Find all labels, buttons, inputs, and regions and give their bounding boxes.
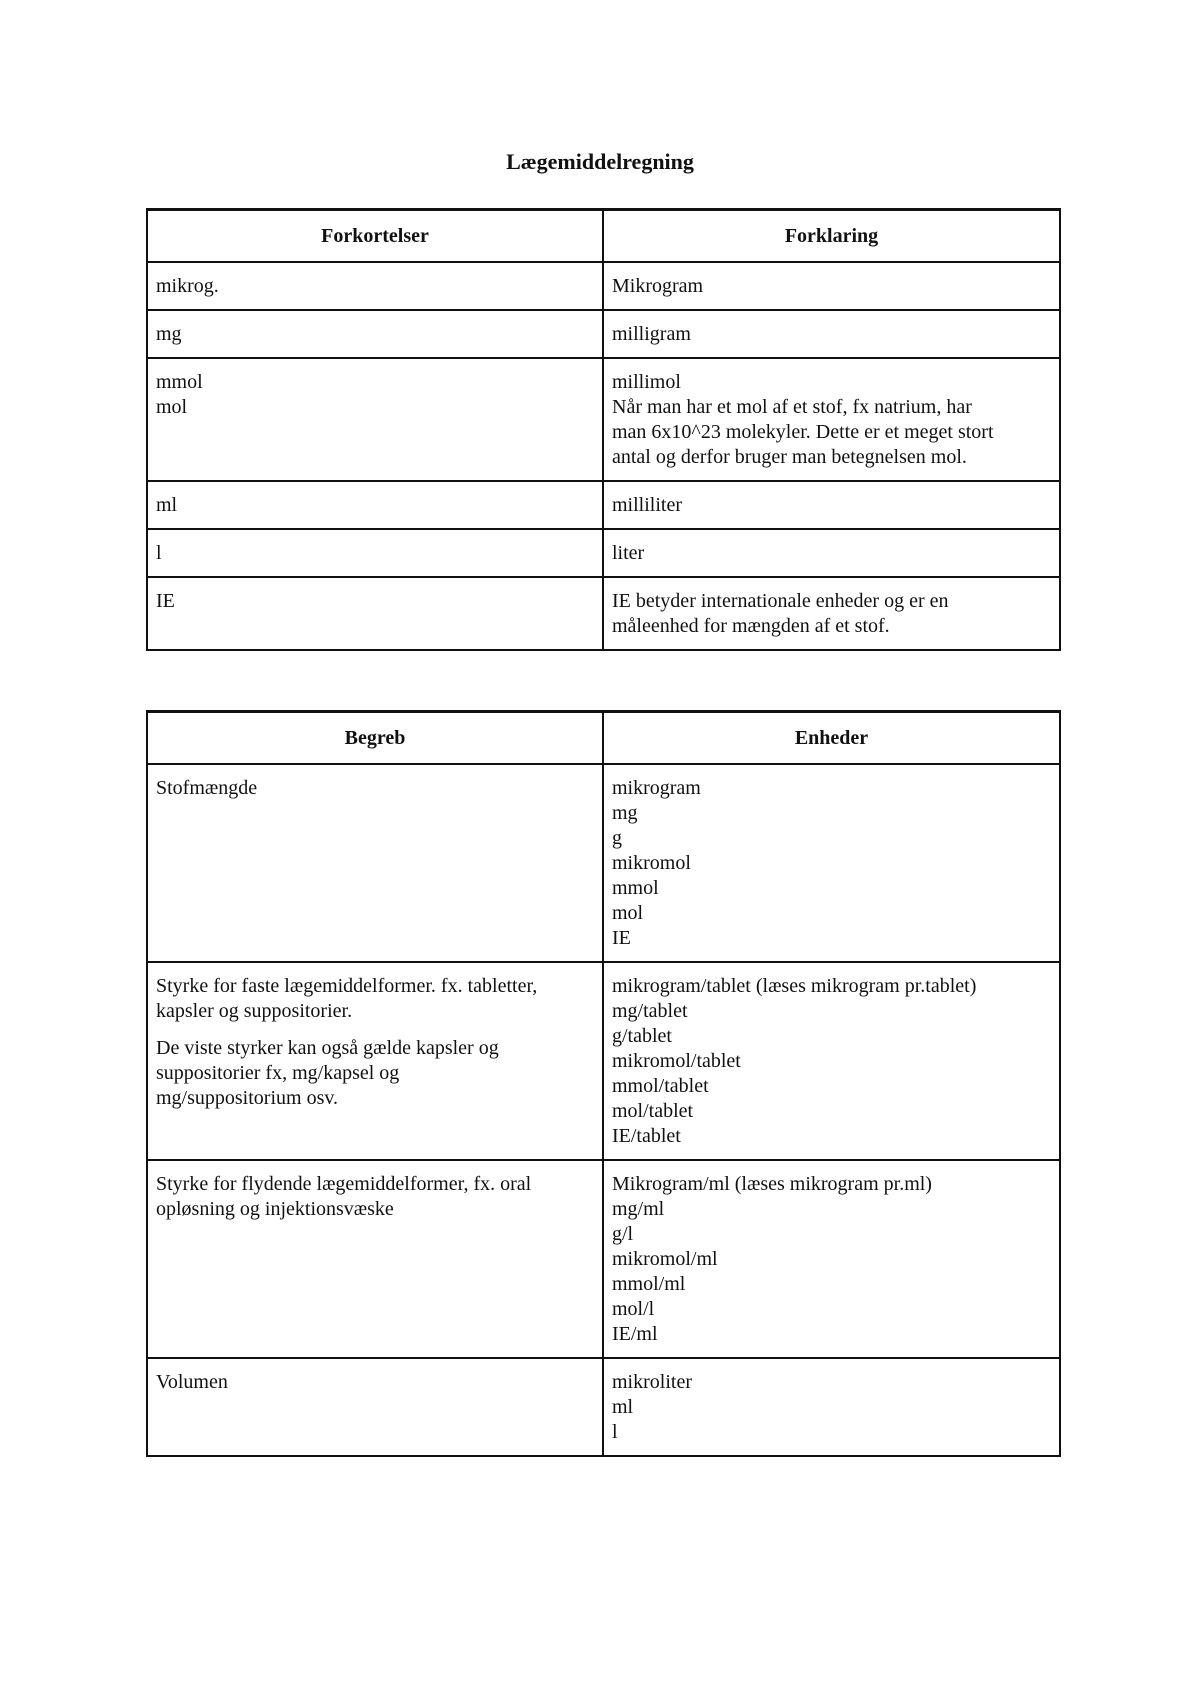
table-row xyxy=(147,1358,1060,1456)
table-row xyxy=(147,1160,1060,1358)
table-row xyxy=(147,529,1060,577)
column-header-units: Enheder xyxy=(603,712,1060,765)
cell-line: mikrog. xyxy=(156,275,219,297)
explanation-cell xyxy=(603,529,1060,577)
explanation-cell xyxy=(603,262,1060,310)
cell-line: mmol xyxy=(156,371,203,393)
table-row xyxy=(147,481,1060,529)
table-row xyxy=(147,577,1060,650)
cell-line: antal og derfor bruger man betegnelsen mol. xyxy=(612,446,967,468)
cell-line: mikroliter xyxy=(612,1371,692,1393)
column-header-explanation: Forklaring xyxy=(603,210,1060,263)
cell-line: mikromol/tablet xyxy=(612,1050,741,1072)
table-row xyxy=(147,764,1060,962)
cell-line: IE xyxy=(156,590,175,612)
cell-line: suppositorier fx, mg/kapsel og xyxy=(156,1062,400,1084)
cell-line: g xyxy=(612,827,622,849)
cell-line: Styrke for faste lægemiddelformer. fx. tabletter, xyxy=(156,975,538,997)
explanation-cell xyxy=(603,310,1060,358)
units-cell xyxy=(603,962,1060,1160)
cell-line: man 6x10^23 molekyler. Dette er et meget stort xyxy=(612,421,994,443)
concepts-table xyxy=(146,710,1061,1457)
abbreviation-cell xyxy=(147,481,603,529)
explanation-cell xyxy=(603,481,1060,529)
units-cell xyxy=(603,764,1060,962)
cell-line: Mikrogram/ml (læses mikrogram pr.ml) xyxy=(612,1173,932,1195)
paragraph-spacer xyxy=(156,1024,594,1036)
cell-line: mikromol/ml xyxy=(612,1248,718,1270)
page-title: Lægemiddelregning xyxy=(506,149,694,174)
concept-cell xyxy=(147,764,603,962)
cell-line: mol/l xyxy=(612,1298,655,1320)
cell-line: millimol xyxy=(612,371,681,393)
cell-line: Stofmængde xyxy=(156,777,258,799)
abbreviation-cell xyxy=(147,262,603,310)
cell-line: Styrke for flydende lægemiddelformer, fx. oral xyxy=(156,1173,532,1195)
cell-line: IE/ml xyxy=(612,1323,658,1345)
table-row xyxy=(147,310,1060,358)
cell-line: mmol/ml xyxy=(612,1273,686,1295)
cell-line: ml xyxy=(612,1396,634,1418)
cell-line: kapsler og suppositorier. xyxy=(156,1000,353,1022)
cell-line: måleenhed for mængden af et stof. xyxy=(612,615,890,637)
cell-line: milliliter xyxy=(612,494,682,516)
concept-cell xyxy=(147,1160,603,1358)
cell-line: mikrogram/tablet (læses mikrogram pr.tablet) xyxy=(612,975,977,997)
cell-line: g/tablet xyxy=(612,1025,672,1047)
explanation-cell xyxy=(603,358,1060,481)
abbreviations-table xyxy=(146,208,1061,651)
cell-line: liter xyxy=(612,542,645,564)
units-cell xyxy=(603,1160,1060,1358)
cell-line: Når man har et mol af et stof, fx natrium, har xyxy=(612,396,972,418)
cell-line: l xyxy=(156,542,162,564)
column-header-abbreviations: Forkortelser xyxy=(147,210,603,263)
cell-line: g/l xyxy=(612,1223,634,1245)
cell-line: mmol/tablet xyxy=(612,1075,709,1097)
table-row xyxy=(147,262,1060,310)
explanation-cell xyxy=(603,577,1060,650)
cell-line: milligram xyxy=(612,323,691,345)
cell-line: IE xyxy=(612,927,631,949)
table-header-row xyxy=(147,210,1060,263)
cell-line: mg/suppositorium osv. xyxy=(156,1087,339,1109)
abbreviation-cell xyxy=(147,529,603,577)
column-header-concept: Begreb xyxy=(147,712,603,765)
cell-line: mg/ml xyxy=(612,1198,665,1220)
cell-line: mol xyxy=(156,396,188,418)
cell-line: opløsning og injektionsvæske xyxy=(156,1198,394,1220)
cell-line: l xyxy=(612,1421,618,1443)
cell-line: Mikrogram xyxy=(612,275,704,297)
cell-line: De viste styrker kan også gælde kapsler og xyxy=(156,1037,499,1059)
abbreviation-cell xyxy=(147,310,603,358)
cell-line: mg/tablet xyxy=(612,1000,688,1022)
cell-line: IE/tablet xyxy=(612,1125,681,1147)
concept-cell xyxy=(147,1358,603,1456)
abbreviation-cell xyxy=(147,577,603,650)
abbreviation-cell xyxy=(147,358,603,481)
cell-line: mmol xyxy=(612,877,659,899)
cell-line: Volumen xyxy=(156,1371,228,1393)
cell-line: mikrogram xyxy=(612,777,701,799)
table-row xyxy=(147,962,1060,1160)
concept-cell xyxy=(147,962,603,1160)
units-cell xyxy=(603,1358,1060,1456)
cell-line: mikromol xyxy=(612,852,691,874)
cell-line: ml xyxy=(156,494,178,516)
cell-line: mg xyxy=(156,323,182,345)
cell-line: IE betyder internationale enheder og er en xyxy=(612,590,949,612)
cell-line: mol xyxy=(612,902,644,924)
cell-line: mol/tablet xyxy=(612,1100,694,1122)
table-header-row xyxy=(147,712,1060,765)
cell-line: mg xyxy=(612,802,638,824)
table-row xyxy=(147,358,1060,481)
